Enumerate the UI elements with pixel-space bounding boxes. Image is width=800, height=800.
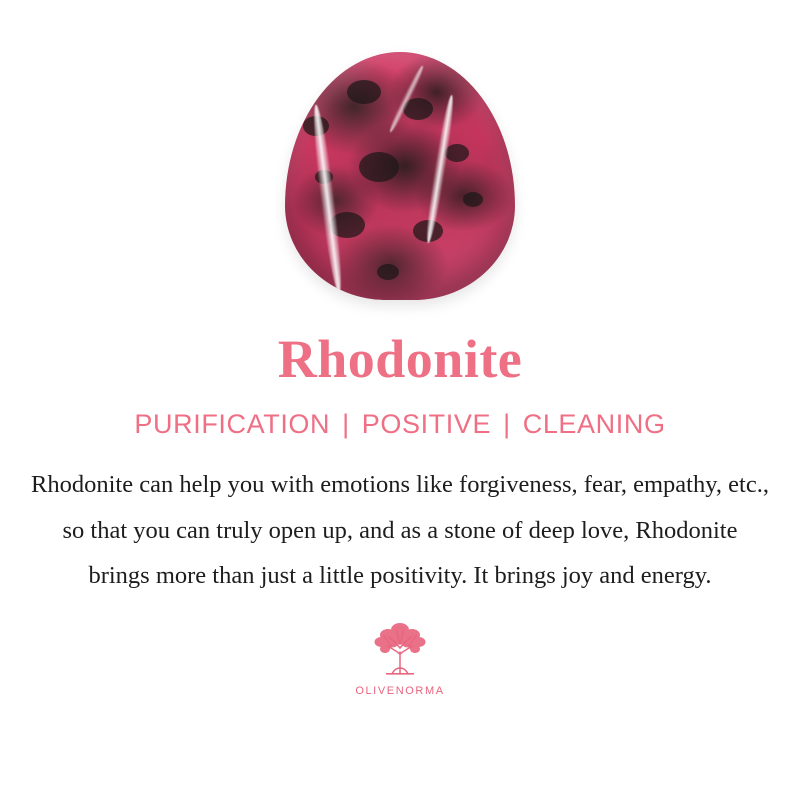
brand-name: OLIVENORMA	[355, 685, 445, 698]
product-description: Rhodonite can help you with emotions like forgiveness, fear, empathy, etc., so that you can truly open up, and as a stone of deep love, Rhodonite brings more than just a little positivity. It brings joy and energy.	[31, 471, 769, 590]
stone-shape	[285, 52, 515, 300]
keyword-purification: PURIFICATION	[134, 409, 331, 440]
product-title: Rhodonite	[277, 329, 523, 389]
keyword-cleaning: CLEANING	[522, 409, 666, 440]
keyword-positive: POSITIVE	[361, 409, 492, 440]
keyword-list	[134, 409, 665, 440]
brand-logo	[355, 612, 444, 697]
stone-vein	[309, 104, 345, 294]
keyword-separator: |	[503, 409, 511, 440]
tree-of-life-icon	[364, 612, 436, 684]
keyword-separator: |	[342, 409, 350, 440]
rhodonite-stone-image	[285, 52, 515, 300]
